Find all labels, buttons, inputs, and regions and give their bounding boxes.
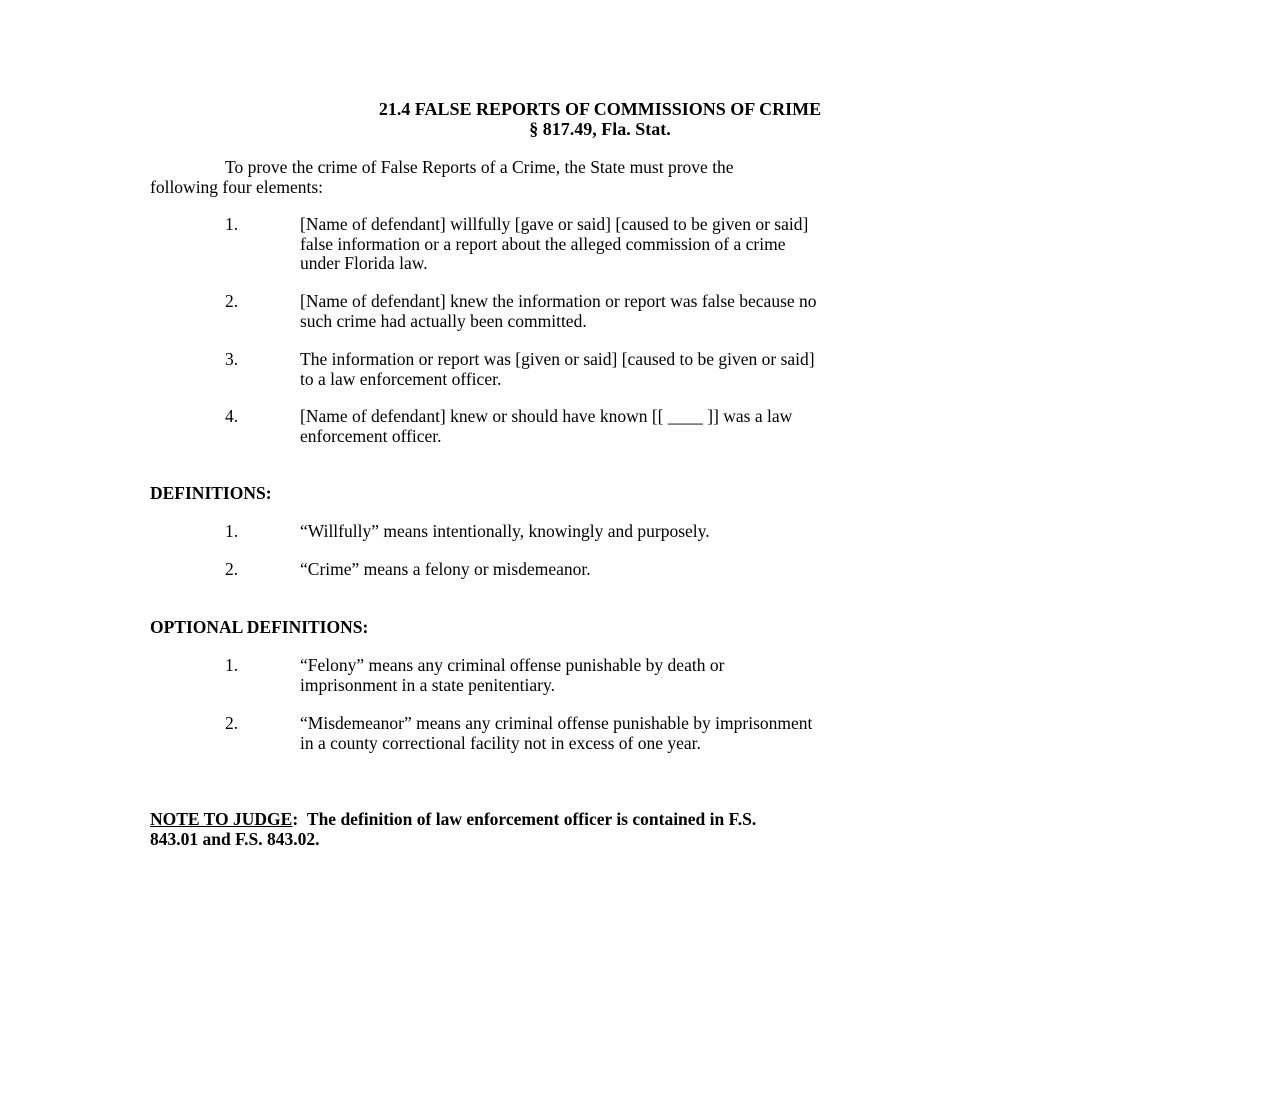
element-line: to a law enforcement officer.: [300, 368, 502, 389]
element-line: The information or report was [given or said] [caused to be given or said]: [300, 349, 815, 369]
optional-definition-line: “Misdemeanor” means any criminal offense punishable by imprisonment: [300, 713, 813, 733]
optional-definition-text: [300, 714, 1050, 753]
note-to-judge: [150, 810, 1050, 849]
definition-line: “Crime” means a felony or misdemeanor.: [300, 559, 591, 579]
intro-line-2: following four elements:: [150, 176, 324, 197]
intro-line-1: To prove the crime of False Reports of a Crime, the State must prove the: [225, 157, 734, 177]
intro-paragraph: [150, 158, 1030, 197]
note-colon: :: [292, 809, 299, 829]
definition-line: “Willfully” means intentionally, knowingly and purposely.: [300, 521, 710, 541]
definition-text: [300, 522, 1050, 542]
optional-definition-line: imprisonment in a state penitentiary.: [300, 674, 555, 695]
title-line-2: § 817.49, Fla. Stat.: [529, 118, 671, 139]
element-text: [300, 292, 1050, 331]
optional-definition-line: “Felony” means any criminal offense punishable by death or: [300, 655, 725, 675]
optional-definition-line: in a county correctional facility not in excess of one year.: [300, 732, 701, 753]
optional-definitions-heading: OPTIONAL DEFINITIONS:: [150, 617, 369, 637]
definition-text: [300, 560, 1050, 580]
element-line: [Name of defendant] knew or should have known [[ ____ ]] was a law: [300, 406, 793, 426]
definition-number: 1.: [225, 521, 239, 541]
element-line: [Name of defendant] willfully [gave or said] [caused to be given or said]: [300, 214, 809, 234]
element-line: under Florida law.: [300, 253, 428, 273]
page-title: [150, 100, 1050, 139]
element-line: [Name of defendant] knew the information or report was false because no: [300, 291, 817, 311]
element-number: 2.: [225, 291, 239, 311]
element-line: false information or a report about the alleged commission of a crime: [300, 233, 786, 254]
element-text: [300, 407, 1050, 446]
optional-definition-text: [300, 656, 1050, 695]
title-line-1: 21.4 FALSE REPORTS OF COMMISSIONS OF CRIME: [378, 99, 822, 119]
element-line: such crime had actually been committed.: [300, 310, 587, 331]
note-label: NOTE TO JUDGE: [150, 809, 293, 829]
element-number: 3.: [225, 349, 239, 369]
note-line-1: The definition of law enforcement officer is contained in F.S.: [306, 809, 757, 829]
element-text: [300, 350, 1050, 389]
note-line-2: 843.01 and F.S. 843.02.: [150, 828, 320, 849]
optional-definition-number: 2.: [225, 713, 239, 733]
element-number: 1.: [225, 214, 239, 234]
optional-definition-number: 1.: [225, 655, 239, 675]
element-line: enforcement officer.: [300, 425, 442, 446]
definition-number: 2.: [225, 559, 239, 579]
element-text: [300, 215, 1050, 274]
definitions-heading: DEFINITIONS:: [150, 483, 272, 503]
element-number: 4.: [225, 406, 239, 426]
